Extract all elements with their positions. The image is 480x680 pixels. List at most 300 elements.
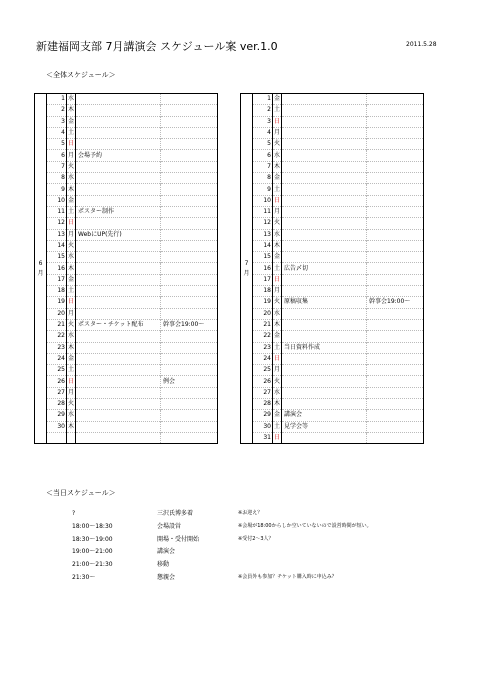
weekday: 金 <box>67 353 76 364</box>
meeting-cell <box>367 161 424 172</box>
event-cell <box>76 376 161 387</box>
calendar-row <box>241 173 424 184</box>
weekday: 木 <box>273 319 282 330</box>
calendar-row <box>35 94 218 105</box>
day-number: 27 <box>253 387 273 398</box>
weekday: 土 <box>67 286 76 297</box>
meeting-cell <box>367 432 424 443</box>
event-cell <box>76 218 161 229</box>
event-cell <box>282 206 367 217</box>
calendar-row <box>35 184 218 195</box>
day-number: 27 <box>47 387 67 398</box>
calendar-row <box>35 308 218 319</box>
calendar-row <box>35 331 218 342</box>
weekday: 金 <box>67 274 76 285</box>
weekday: 月 <box>67 387 76 398</box>
day-number: 8 <box>253 173 273 184</box>
event-cell <box>76 399 161 410</box>
weekday: 火 <box>67 161 76 172</box>
weekday: 水 <box>273 229 282 240</box>
calendar-row <box>241 195 424 206</box>
day-number: 17 <box>253 274 273 285</box>
event-cell <box>282 195 367 206</box>
event-cell <box>76 297 161 308</box>
day-number: 18 <box>47 286 67 297</box>
day-number: 7 <box>253 161 273 172</box>
weekday: 日 <box>273 195 282 206</box>
event-cell <box>76 161 161 172</box>
day-number: 5 <box>253 139 273 150</box>
day-number: 16 <box>253 263 273 274</box>
meeting-cell <box>161 127 218 138</box>
meeting-cell <box>161 173 218 184</box>
meeting-cell <box>161 399 218 410</box>
event-cell <box>282 286 367 297</box>
calendar-row <box>35 240 218 251</box>
day-number: 15 <box>253 252 273 263</box>
calendar-row <box>35 150 218 161</box>
day-number: 24 <box>47 353 67 364</box>
calendar-row <box>35 127 218 138</box>
schedule-note: ※会員外も参加？チケット購入時に申込み？ <box>238 574 337 580</box>
weekday: 水 <box>67 410 76 421</box>
day-number: 19 <box>47 297 67 308</box>
weekday: 水 <box>273 308 282 319</box>
weekday: 日 <box>273 353 282 364</box>
event-cell <box>76 432 161 443</box>
meeting-cell: 幹事会19:00～ <box>161 319 218 330</box>
event-cell <box>76 286 161 297</box>
month-label: 6 月 <box>35 94 47 444</box>
day-number: 30 <box>47 421 67 432</box>
day-number: 13 <box>47 229 67 240</box>
day-number: 22 <box>253 331 273 342</box>
weekday: 金 <box>67 195 76 206</box>
weekday: 土 <box>273 105 282 116</box>
meeting-cell <box>367 184 424 195</box>
event-cell <box>76 127 161 138</box>
weekday: 水 <box>273 387 282 398</box>
day-number: 16 <box>47 263 67 274</box>
schedule-event: 懇親会 <box>157 574 176 581</box>
meeting-cell <box>367 240 424 251</box>
weekday: 木 <box>67 421 76 432</box>
meeting-cell <box>367 218 424 229</box>
event-cell <box>282 150 367 161</box>
meeting-cell <box>161 421 218 432</box>
weekday: 日 <box>67 376 76 387</box>
event-cell <box>282 139 367 150</box>
event-cell <box>76 353 161 364</box>
event-cell <box>76 184 161 195</box>
event-cell <box>282 331 367 342</box>
event-cell <box>76 274 161 285</box>
meeting-cell <box>367 263 424 274</box>
schedule-time: 21:30～ <box>72 574 96 581</box>
weekday: 火 <box>273 376 282 387</box>
weekday: 日 <box>273 116 282 127</box>
calendar-row <box>241 218 424 229</box>
weekday: 火 <box>273 297 282 308</box>
meeting-cell <box>161 195 218 206</box>
meeting-cell <box>161 94 218 105</box>
weekday: 月 <box>273 206 282 217</box>
june-calendar-table <box>34 93 218 444</box>
calendar-row <box>241 342 424 353</box>
meeting-cell <box>161 240 218 251</box>
event-cell <box>76 331 161 342</box>
calendar-row <box>241 274 424 285</box>
meeting-cell <box>367 319 424 330</box>
day-number: 23 <box>47 342 67 353</box>
day-number: 30 <box>253 421 273 432</box>
meeting-cell <box>161 410 218 421</box>
event-cell: 講演会 <box>282 410 367 421</box>
day-number: 19 <box>253 297 273 308</box>
meeting-cell <box>161 218 218 229</box>
calendar-row <box>241 229 424 240</box>
weekday: 火 <box>67 319 76 330</box>
event-cell <box>282 229 367 240</box>
day-number: 14 <box>253 240 273 251</box>
calendar-row <box>241 127 424 138</box>
event-cell: 広告〆切 <box>282 263 367 274</box>
day-number: 4 <box>253 127 273 138</box>
calendar-row <box>35 218 218 229</box>
event-cell <box>76 308 161 319</box>
meeting-cell <box>367 365 424 376</box>
meeting-cell <box>161 274 218 285</box>
weekday: 火 <box>273 218 282 229</box>
meeting-cell <box>367 116 424 127</box>
event-cell <box>282 376 367 387</box>
weekday: 土 <box>67 127 76 138</box>
weekday: 火 <box>273 139 282 150</box>
calendar-row <box>241 331 424 342</box>
weekday: 木 <box>67 105 76 116</box>
meeting-cell <box>367 139 424 150</box>
calendar-row <box>241 139 424 150</box>
event-cell <box>282 173 367 184</box>
calendar-row <box>35 319 218 330</box>
meeting-cell <box>367 387 424 398</box>
weekday: 日 <box>67 139 76 150</box>
meeting-cell <box>367 342 424 353</box>
weekday: 水 <box>67 94 76 105</box>
weekday: 金 <box>273 173 282 184</box>
event-cell <box>282 161 367 172</box>
weekday: 木 <box>67 263 76 274</box>
meeting-cell <box>161 139 218 150</box>
day-number: 13 <box>253 229 273 240</box>
weekday: 土 <box>273 421 282 432</box>
event-cell <box>76 421 161 432</box>
day-number: 1 <box>253 94 273 105</box>
calendar-row <box>241 308 424 319</box>
calendar-row <box>241 365 424 376</box>
day-number: 10 <box>253 195 273 206</box>
day-number: 26 <box>253 376 273 387</box>
calendar-row <box>241 432 424 443</box>
weekday <box>67 432 76 443</box>
event-cell: ポスター・チケット配布 <box>76 319 161 330</box>
day-number: 12 <box>47 218 67 229</box>
meeting-cell <box>367 308 424 319</box>
day-number: 11 <box>253 206 273 217</box>
meeting-cell <box>367 399 424 410</box>
calendar-row <box>241 376 424 387</box>
event-cell <box>282 274 367 285</box>
weekday: 月 <box>273 365 282 376</box>
event-cell <box>76 387 161 398</box>
event-cell <box>76 139 161 150</box>
calendar-row <box>35 139 218 150</box>
calendar-row <box>35 376 218 387</box>
event-cell <box>282 94 367 105</box>
day-number: 26 <box>47 376 67 387</box>
calendar-row <box>35 432 218 443</box>
meeting-cell: 例会 <box>161 376 218 387</box>
day-number: 20 <box>253 308 273 319</box>
meeting-cell <box>161 263 218 274</box>
event-cell: 当日資料作成 <box>282 342 367 353</box>
weekday: 木 <box>67 184 76 195</box>
calendar-row <box>241 240 424 251</box>
day-number: 6 <box>253 150 273 161</box>
meeting-cell <box>161 150 218 161</box>
day-number: 6 <box>47 150 67 161</box>
event-cell <box>76 342 161 353</box>
meeting-cell <box>367 376 424 387</box>
weekday: 火 <box>67 399 76 410</box>
calendar-row <box>241 150 424 161</box>
day-number: 25 <box>47 365 67 376</box>
schedule-event: 講演会 <box>157 548 176 556</box>
meeting-cell <box>161 308 218 319</box>
schedule-time: 18:00～18:30 <box>72 522 113 530</box>
meeting-cell <box>161 206 218 217</box>
day-number: 29 <box>253 410 273 421</box>
weekday: 月 <box>67 308 76 319</box>
day-number: 3 <box>47 116 67 127</box>
calendar-row <box>35 353 218 364</box>
day-number: 17 <box>47 274 67 285</box>
event-cell <box>282 218 367 229</box>
event-cell <box>282 308 367 319</box>
day-number: 23 <box>253 342 273 353</box>
calendar-row <box>35 116 218 127</box>
weekday: 土 <box>273 263 282 274</box>
calendar-row <box>35 387 218 398</box>
weekday: 土 <box>67 206 76 217</box>
calendar-row <box>241 116 424 127</box>
event-cell <box>282 252 367 263</box>
day-number: 28 <box>253 399 273 410</box>
weekday: 金 <box>273 331 282 342</box>
schedule-time: 21:00～21:30 <box>72 561 113 569</box>
calendar-row <box>241 206 424 217</box>
event-cell <box>76 195 161 206</box>
schedule-event: 三沢氏博多着 <box>157 510 194 517</box>
meeting-cell <box>367 421 424 432</box>
weekday: 金 <box>273 410 282 421</box>
calendar-row <box>241 286 424 297</box>
day-number: 18 <box>253 286 273 297</box>
day-number: 25 <box>253 365 273 376</box>
event-cell: 原稿収集 <box>282 297 367 308</box>
day-number: 9 <box>253 184 273 195</box>
calendar-row <box>241 399 424 410</box>
day-number: 31 <box>253 432 273 443</box>
day-number <box>47 432 67 443</box>
meeting-cell <box>367 410 424 421</box>
event-cell <box>282 365 367 376</box>
meeting-cell <box>161 105 218 116</box>
event-cell <box>282 432 367 443</box>
meeting-cell <box>161 161 218 172</box>
event-cell <box>282 353 367 364</box>
weekday: 木 <box>273 399 282 410</box>
calendar-row <box>35 399 218 410</box>
event-cell: 会場予約 <box>76 150 161 161</box>
weekday: 木 <box>273 161 282 172</box>
meeting-cell <box>367 206 424 217</box>
meeting-cell <box>367 353 424 364</box>
day-number: 21 <box>253 319 273 330</box>
weekday: 月 <box>67 229 76 240</box>
day-number: 29 <box>47 410 67 421</box>
day-number: 15 <box>47 252 67 263</box>
schedule-note: ※お迎え？ <box>238 510 263 516</box>
schedule-event: 開場・受付開始 <box>157 535 200 543</box>
weekday: 土 <box>67 365 76 376</box>
calendar-row <box>35 410 218 421</box>
calendar-row <box>35 105 218 116</box>
meeting-cell <box>161 365 218 376</box>
day-number: 2 <box>47 105 67 116</box>
day-number: 11 <box>47 206 67 217</box>
event-cell: WebにUP(先行) <box>76 229 161 240</box>
event-cell <box>282 184 367 195</box>
calendar-row <box>241 161 424 172</box>
day-schedule-heading: ＜当日スケジュール＞ <box>46 489 116 497</box>
schedule-time: 18:30～19:00 <box>72 535 113 543</box>
weekday: 月 <box>67 150 76 161</box>
calendar-row <box>35 297 218 308</box>
calendar-row <box>35 274 218 285</box>
weekday: 日 <box>273 432 282 443</box>
calendar-row <box>35 206 218 217</box>
meeting-cell: 幹事会19:00～ <box>367 297 424 308</box>
calendar-row <box>35 365 218 376</box>
schedule-event: 移動 <box>157 561 170 569</box>
event-cell <box>76 94 161 105</box>
schedule-time: 19:00～21:00 <box>72 548 113 556</box>
month-label: 7 月 <box>241 94 253 444</box>
meeting-cell <box>161 252 218 263</box>
schedule-note: ※会場が18:00からしか空いていないので設営時間が短い。 <box>238 522 372 529</box>
calendar-row <box>35 263 218 274</box>
event-cell <box>282 240 367 251</box>
day-number: 1 <box>47 94 67 105</box>
weekday: 金 <box>67 116 76 127</box>
weekday: 火 <box>67 240 76 251</box>
weekday: 日 <box>273 274 282 285</box>
meeting-cell <box>161 229 218 240</box>
weekday: 月 <box>273 286 282 297</box>
day-number: 22 <box>47 331 67 342</box>
meeting-cell <box>367 173 424 184</box>
weekday: 日 <box>67 297 76 308</box>
calendar-row <box>35 161 218 172</box>
calendar-row <box>241 297 424 308</box>
calendar-row <box>241 105 424 116</box>
event-cell <box>76 105 161 116</box>
event-cell <box>282 116 367 127</box>
calendar-row <box>241 353 424 364</box>
calendar-row <box>35 286 218 297</box>
weekday: 木 <box>67 342 76 353</box>
day-number: 12 <box>253 218 273 229</box>
weekday: 日 <box>67 218 76 229</box>
event-cell <box>282 127 367 138</box>
calendar-row <box>35 229 218 240</box>
overall-schedule-heading: ＜全体スケジュール＞ <box>46 71 116 79</box>
meeting-cell <box>161 331 218 342</box>
day-number: 5 <box>47 139 67 150</box>
event-cell <box>76 410 161 421</box>
meeting-cell <box>161 353 218 364</box>
event-cell <box>282 105 367 116</box>
calendar-row <box>241 252 424 263</box>
weekday: 水 <box>273 150 282 161</box>
calendar-row <box>241 410 424 421</box>
meeting-cell <box>367 150 424 161</box>
page-title: 新建福岡支部 7月講演会 スケジュール案 ver.1.0 <box>36 40 278 53</box>
meeting-cell <box>367 94 424 105</box>
weekday: 月 <box>273 127 282 138</box>
calendar-row <box>35 195 218 206</box>
weekday: 金 <box>273 94 282 105</box>
calendar-row <box>35 252 218 263</box>
meeting-cell <box>161 297 218 308</box>
schedule-time: ? <box>72 510 76 517</box>
day-number: 28 <box>47 399 67 410</box>
meeting-cell <box>367 331 424 342</box>
event-cell <box>76 173 161 184</box>
meeting-cell <box>367 229 424 240</box>
calendar-row <box>35 173 218 184</box>
weekday: 水 <box>67 252 76 263</box>
meeting-cell <box>367 195 424 206</box>
day-number: 3 <box>253 116 273 127</box>
weekday: 金 <box>273 252 282 263</box>
document-date: 2011.5.28 <box>406 41 437 48</box>
calendar-row <box>35 342 218 353</box>
event-cell <box>282 399 367 410</box>
meeting-cell <box>367 286 424 297</box>
event-cell <box>76 240 161 251</box>
meeting-cell <box>161 116 218 127</box>
meeting-cell <box>367 127 424 138</box>
event-cell <box>76 116 161 127</box>
schedule-event: 会場設営 <box>157 522 182 530</box>
day-number: 20 <box>47 308 67 319</box>
meeting-cell <box>367 274 424 285</box>
calendar-row <box>241 263 424 274</box>
meeting-cell <box>161 286 218 297</box>
weekday: 水 <box>67 331 76 342</box>
